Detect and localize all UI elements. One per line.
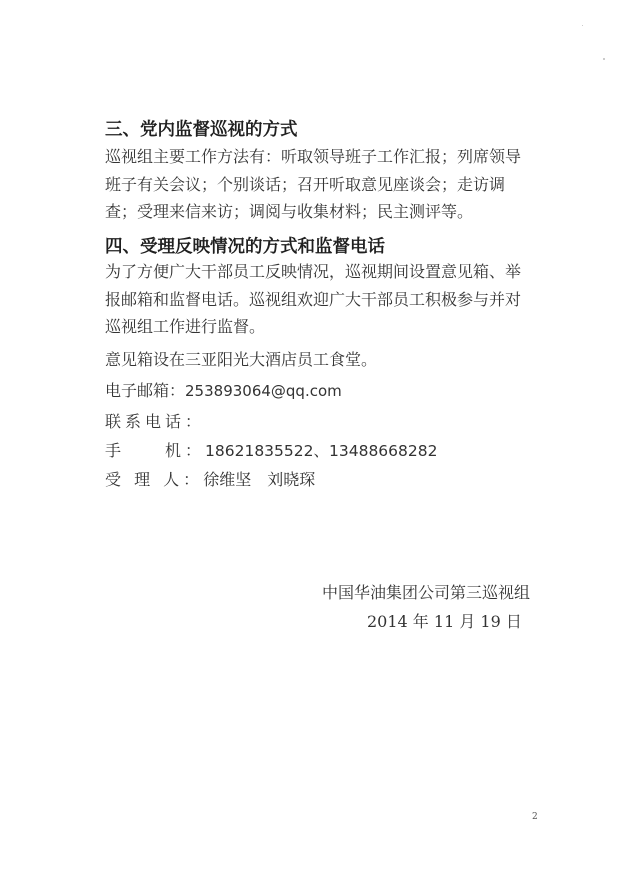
mobile-label: 手 机： (105, 441, 206, 460)
handler-line (105, 467, 315, 490)
handler-name-1: 徐维坚 (203, 470, 252, 489)
handler-name-2: 刘晓琛 (267, 470, 316, 489)
scan-speck (582, 25, 583, 26)
email-label: 电子邮箱： (105, 381, 186, 400)
mobile-line (105, 438, 437, 461)
email-line (105, 378, 342, 401)
signature-organization: 中国华油集团公司第三巡视组 (322, 583, 531, 602)
handler-label: 受 理 人： (105, 470, 204, 489)
section-3-body (105, 143, 533, 226)
section-3-body-text: 巡视组主要工作方法有：听取领导班子工作汇报；列席领导班子有关会议；个别谈话；召开听取意见座谈会；走访调查；受理来信来访；调阅与收集材料；民主测评等。 (105, 147, 522, 221)
section-4-body (105, 258, 533, 341)
section-3-heading: 三、党内监督巡视的方式 (105, 120, 298, 140)
section-4-body-text: 为了方便广大干部员工反映情况，巡视期间设置意见箱、举报邮箱和监督电话。巡视组欢迎广大干部员工积极参与并对巡视组工作进行监督。 (105, 262, 522, 336)
email-address: 253893064@qq.com (185, 382, 342, 400)
scan-speck (603, 58, 605, 60)
section-4-heading: 四、受理反映情况的方式和监督电话 (105, 237, 385, 257)
signature-date: 2014 年 11 月 19 日 (367, 612, 522, 631)
suggestion-box-location: 意见箱设在三亚阳光大酒店员工食堂。 (105, 350, 378, 369)
contact-phone-label: 联系电话： (105, 412, 206, 431)
mobile-numbers: 18621835522、13488668282 (205, 442, 438, 460)
page-number: 2 (532, 812, 538, 822)
